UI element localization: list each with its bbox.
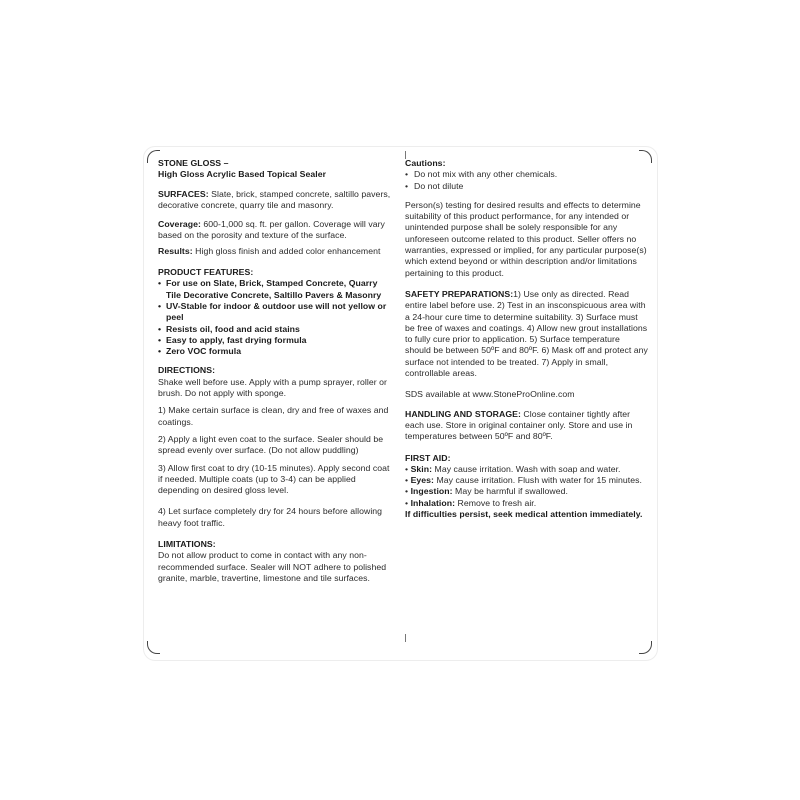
safety-text: 1) Use only as directed. Read entire label before use. 2) Test in an insconspicuous area with a 24-hour cure time to determine suitability. 3) Surface must be free of waxes and coatings. 4) Allow new grout installations to fully cure prior to application. 5) Surface temperature should be between 50ºF and 80ºF. 6) Mask off and protect any surface not intended to be treated. 7) Apply in small, controllable areas. — [405, 288, 648, 379]
directions-step: 3) Allow first coat to dry (10-15 minutes). Apply second coat if needed. Multiple coats (up to 3-4) can be applied depending on desired gloss level. — [158, 462, 390, 496]
results-paragraph — [158, 246, 394, 257]
feature-item: • UV-Stable for indoor & outdoor use will not yellow or peel — [158, 300, 387, 323]
fold-mark-bottom — [405, 634, 406, 642]
caution-item: • Do not dilute — [405, 180, 464, 191]
directions-step: 4) Let surface completely dry for 24 hours before allowing heavy foot traffic. — [158, 506, 383, 528]
handling-label: HANDLING AND STORAGE: — [405, 408, 521, 419]
limitations-text: Do not allow product to come in contact with any non-recommended surface. Sealer will NOT adhere to polished granite, marble, travertine, limestone and tile surfaces. — [158, 550, 387, 583]
feature-item: • Zero VOC formula — [158, 346, 242, 357]
first-aid-item: • Skin: May cause irritation. Wash with soap and water. — [405, 463, 621, 474]
directions-step: Shake well before use. Apply with a pump sprayer, roller or brush. Do not apply with sponge. — [158, 376, 387, 399]
limitations-heading: LIMITATIONS: — [158, 539, 216, 550]
handling-text: Close container tightly after each use. Store in original container only. Store and use in temperatures between 50ºF and 80ºF. — [405, 408, 633, 442]
cautions-list — [405, 169, 648, 192]
handling-paragraph — [405, 409, 648, 443]
first-aid-list — [405, 464, 648, 509]
safety-paragraph — [405, 289, 648, 379]
feature-item: • For use on Slate, Brick, Stamped Concrete, Quarry Tile Decorative Concrete, Saltillo Pavers & Masonry — [158, 278, 382, 300]
first-aid-item: • Ingestion: May be harmful if swallowed. — [405, 486, 568, 497]
surfaces-paragraph — [158, 189, 394, 212]
first-aid-final-note: If difficulties persist, seek medical attention immediately. — [405, 509, 643, 520]
sds-text: SDS available at www.StoneProOnline.com — [405, 389, 575, 400]
first-aid-item: • Eyes: May cause irritation. Flush with water for 15 minutes. — [405, 475, 642, 486]
surfaces-label: SURFACES: — [158, 188, 209, 199]
features-heading: PRODUCT FEATURES: — [158, 267, 254, 278]
results-text: High gloss finish and added color enhancement — [192, 245, 381, 256]
directions-heading: DIRECTIONS: — [158, 365, 216, 376]
results-label: Results: — [158, 245, 193, 256]
right-column — [405, 158, 648, 520]
coverage-paragraph — [158, 219, 394, 242]
directions-step: 2) Apply a light even coat to the surface. Sealer should be spread evenly over surface. (Do not allow puddling) — [158, 433, 384, 456]
product-subtitle: High Gloss Acrylic Based Topical Sealer — [158, 169, 327, 180]
directions-step: 1) Make certain surface is clean, dry and free of waxes and coatings. — [158, 405, 389, 427]
feature-item: • Easy to apply, fast drying formula — [158, 334, 307, 345]
product-title: STONE GLOSS – — [158, 158, 229, 168]
disclaimer-text: Person(s) testing for desired results and effects to determine suitability of this product performance, for any intended or unintended purpose shall be solely responsible for any unforeseen outcome related to this product. Seller offers no warranties, expressed or implied, for any particular purpose(s) which extend beyond or within description and/or limitations pertaining to this product. — [405, 199, 647, 278]
coverage-label: Coverage: — [158, 219, 201, 230]
safety-label: SAFETY PREPARATIONS: — [405, 288, 514, 299]
surfaces-text: Slate, brick, stamped concrete, saltillo pavers, decorative concrete, quarry tile and masonry. — [158, 188, 391, 210]
feature-item: • Resists oil, food and acid stains — [158, 323, 300, 334]
coverage-text: 600-1,000 sq. ft. per gallon. Coverage will vary based on the porosity and texture of the surface. — [158, 219, 385, 241]
left-column — [158, 158, 394, 584]
features-list — [158, 278, 394, 357]
first-aid-heading: FIRST AID: — [405, 452, 451, 463]
cautions-heading: Cautions: — [405, 158, 446, 168]
first-aid-item: • Inhalation: Remove to fresh air. — [405, 497, 537, 508]
caution-item: • Do not mix with any other chemicals. — [405, 169, 558, 180]
